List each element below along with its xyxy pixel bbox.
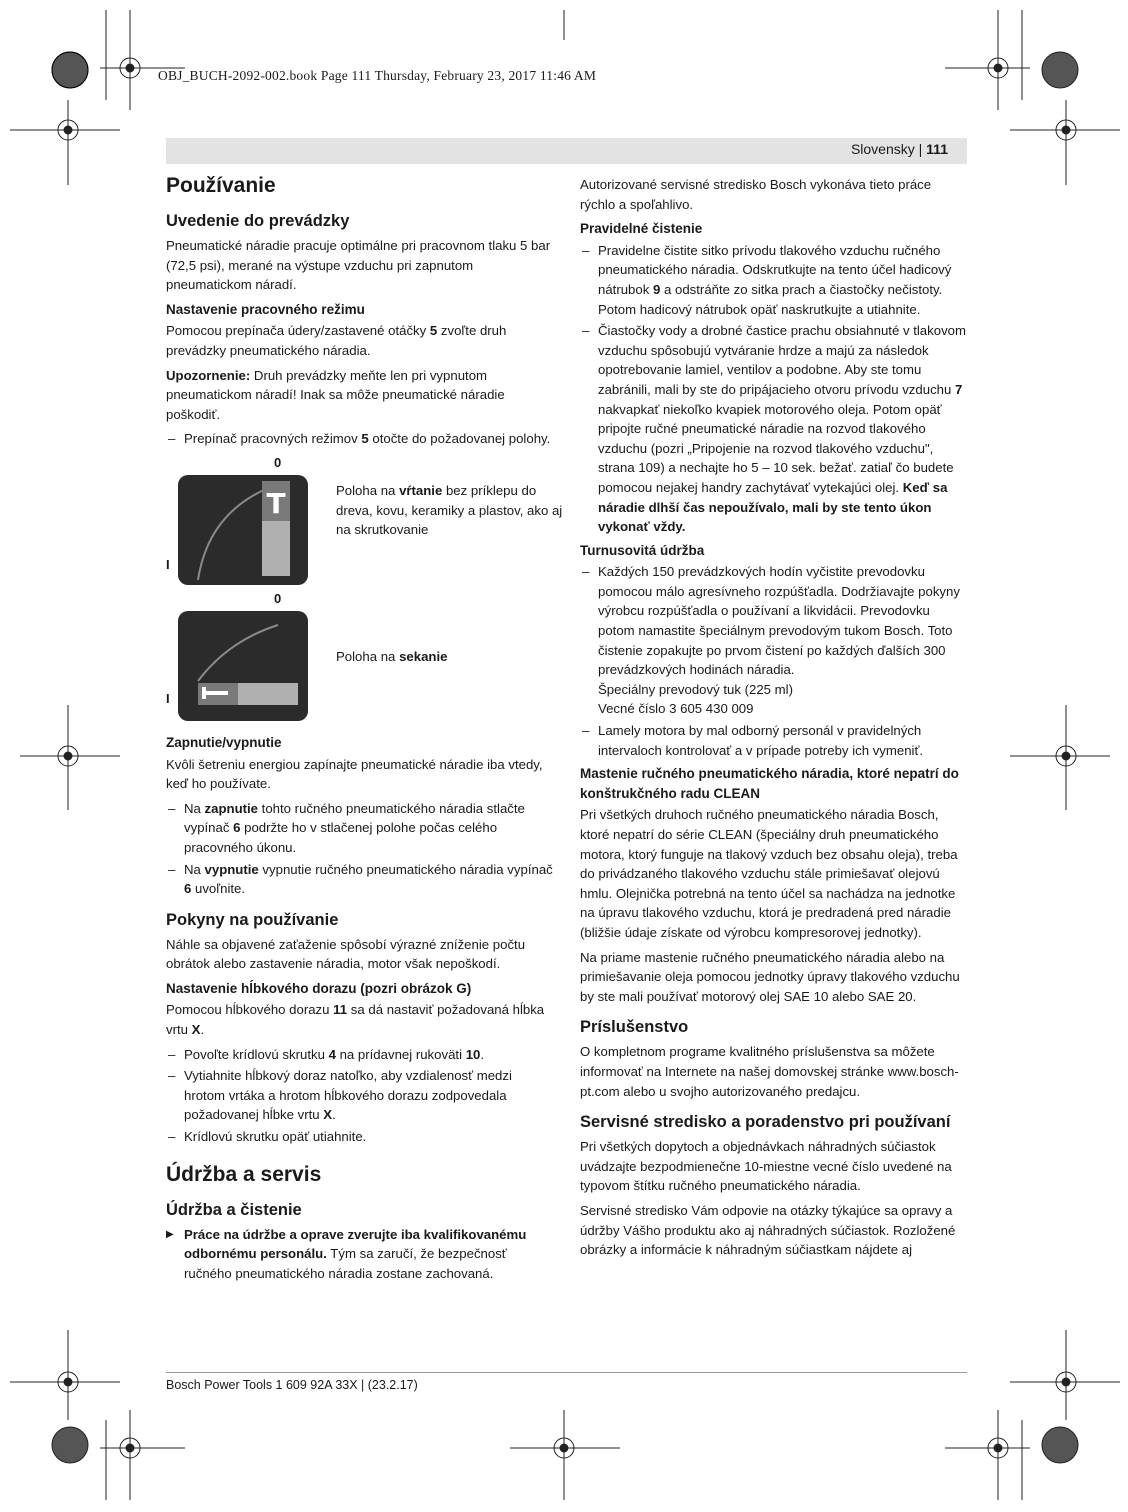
crosshair-icon-right-2 — [1010, 1330, 1120, 1420]
crosshair-icon-left-mid — [20, 705, 120, 810]
crosshair-icon-bottom-mid — [510, 1410, 620, 1500]
list-item: – Každých 150 prevádzkových hodín vyčistite prevodovku pomocou málo agresívneho rozpúšťadla. Dodržiavajte pokyny výrobcu rozpúšťadla o používaní a likvidácii. Prevodovku potom namastite špeciálnym prevodovým tukom Bosch. Toto čistenie zopakujte po prvom čistení po každých ďalších 300 prevádzkových hodinách náradia. Špeciálny prevodový tuk (225 ml) Vecné číslo 3 605 430 009 — [580, 562, 968, 719]
grease-label: Špeciálny prevodový tuk (225 ml) — [598, 681, 793, 697]
list-cleaning — [580, 241, 968, 537]
figure-chiselling — [166, 589, 556, 729]
footer-rule — [166, 1372, 967, 1373]
list-item: – Vytiahnite hĺbkový doraz natoľko, aby vzdialenosť medzi hrotom vrtáka a hrotom hĺbkového dorazu zodpovedala požadovanej hĺbke vrtu X. — [166, 1066, 556, 1125]
heading-onoff: Zapnutie/vypnutie — [166, 734, 282, 750]
heading-regular-cleaning: Pravidelné čistenie — [580, 221, 703, 237]
section-title-usage: Používanie — [166, 174, 276, 197]
figure-drilling-caption: Poloha na vŕtanie bez príklepu do dreva, kovu, keramiky a plastov, ako aj na skrutkovanie — [336, 482, 563, 538]
list-item: – Na vypnutie vypnutie ručného pneumatického náradia vypínač 6 uvoľnite. — [166, 860, 556, 899]
left-column — [166, 172, 563, 1288]
right-column — [580, 175, 968, 1265]
list-onoff — [166, 799, 556, 899]
para-note: Upozornenie: Druh prevádzky meňte len pri vypnutom pneumatickom náradí! Inak sa môže pneumatické náradie poškodiť. — [166, 367, 505, 422]
list-item: – Na zapnutie tohto ručného pneumatického náradia stlačte vypínač 6 podržte ho v stlačenej polohe počas celého pracovného úkonu. — [166, 799, 556, 858]
mode-dial-drilling — [178, 475, 308, 585]
heading-depth: Nastavenie hĺbkového dorazu (pozri obrázok G) — [166, 980, 472, 996]
page-separator: | — [918, 141, 923, 157]
print-header: OBJ_BUCH-2092-002.book Page 111 Thursday, February 23, 2017 11:46 AM — [158, 68, 597, 83]
rosette-icon-top-left — [52, 52, 88, 88]
figure-drilling — [166, 453, 563, 589]
page-footer: Bosch Power Tools 1 609 92A 33X | (23.2.17) — [166, 1378, 418, 1392]
list-item: – Krídlovú skrutku opäť utiahnite. — [166, 1127, 556, 1147]
list-item: – Prepínač pracovných režimov 5 otočte do požadovanej polohy. — [166, 429, 556, 449]
para-service-2: Servisné stredisko Vám odpovie na otázky týkajúce sa opravy a údržby Vášho produktu ako aj náhradných súčiastok. Rozložené obrázky a informácie k náhradným súčiastkam nájdete aj — [580, 1202, 956, 1258]
para-mode: Pomocou prepínača údery/zastavené otáčky 5 zvoľte druh prevádzky pneumatického náradia. — [166, 323, 507, 358]
para-lube-2: Na priame mastenie ručného pneumatického náradia alebo na primiešavanie oleja pomocou jednotky úpravy tlakového vzduchu by ste mali používať motorový olej SAE 10 alebo SAE 20. — [580, 949, 960, 1004]
list-item: – Pravidelne čistite sitko prívodu tlakového vzduchu ručného pneumatického náradia. Odskrutkujte na tento účel hadicový nátrubok 9 a odstráňte zo sitka prach a čiastočky nečistoty. Potom hadicový nátrubok opäť naskrutkujte a utiahnite. — [580, 241, 968, 319]
heading-service: Servisné stredisko a poradenstvo pri používaní — [580, 1113, 951, 1132]
para-depth: Pomocou hĺbkového dorazu 11 sa dá nastaviť požadovaná hĺbka vrtu X. — [166, 1002, 545, 1038]
dial-label-one: I — [166, 690, 170, 706]
dial-label-zero: 0 — [274, 590, 282, 606]
page-header — [851, 141, 948, 157]
heading-accessories: Príslušenstvo — [580, 1018, 689, 1037]
crosshair-icon-top-1 — [100, 10, 185, 110]
dial-label-one: I — [166, 556, 170, 572]
rosette-icon-top-right — [1042, 52, 1078, 88]
drill-mode-icon — [178, 475, 308, 585]
page-number: 111 — [926, 141, 948, 157]
section-title-maintenance: Údržba a servis — [166, 1162, 322, 1186]
para-intro: Autorizované servisné stredisko Bosch vykonáva tieto práce rýchlo a spoľahlivo. — [580, 177, 932, 212]
chisel-mode-icon — [178, 611, 308, 721]
list-mode — [166, 429, 556, 449]
crosshair-icon-bottom-1 — [100, 1410, 185, 1500]
list-item: – Povoľte krídlovú skrutku 4 na prídavnej rukoväti 10. — [166, 1045, 556, 1065]
para-onoff: Kvôli šetreniu energiou zapínajte pneumatické náradie iba vtedy, keď ho používate. — [166, 756, 543, 792]
crosshair-icon-left-1 — [10, 100, 120, 185]
svg-text:T: T — [266, 486, 286, 520]
mode-dial-chiselling — [178, 611, 308, 721]
grease-number: Vecné číslo 3 605 430 009 — [598, 701, 754, 717]
heading-maint-cleaning: Údržba a čistenie — [166, 1200, 302, 1219]
rosette-icon-bottom-right — [1042, 1427, 1078, 1463]
heading-mode: Nastavenie pracovného režimu — [166, 301, 365, 317]
crosshair-icon-right-mid — [1010, 705, 1110, 810]
warning-maintenance: ▶ Práce na údržbe a oprave zverujte iba kvalifikovanému odbornému personálu. Tým sa zaručí, že bezpečnosť ručného pneumatického náradia zostane zachovaná. — [166, 1225, 556, 1284]
para-accessories: O kompletnom programe kvalitného príslušenstva sa môžete informovať na Internete na našej domovskej stránke www.bosch-pt.com alebo u svojho autorizovaného predajcu. — [580, 1044, 959, 1099]
heading-lubrication: Mastenie ručného pneumatického náradia, ktoré nepatrí do konštrukčného radu CLEAN — [580, 766, 959, 801]
list-item: – Lamely motora by mal odborný personál v pravidelných intervaloch kontrolovať a v prípade potreby ich vymeniť. — [580, 721, 968, 760]
para-tips: Náhle sa objavené zaťaženie spôsobí výrazné zníženie počtu obrátok alebo zastavenie náradia, motor však nepoškodí. — [166, 936, 526, 972]
list-item: – Čiastočky vody a drobné častice prachu obsiahnuté v tlakovom vzduchu spôsobujú vytváranie hrdze a majú za následok opotrebovanie lamiel, ventilov a podobne. Aby ste tomu zabránili, mali by ste do pripájacieho otvoru prívodu vzduchu 7 nakvapkať niekoľko kvapiek motorového oleja. Potom opäť pripojte ručné pneumatické náradie na rozvod tlakového vzduchu (pozri „Pripojenie na rozvod tlakového vzduchu", strana 109) a nechajte ho 5 – 10 sek. bežať. zatiaľ čo budete pomocou nejakej handry zachytávať vytekajúci olej. Keď sa náradie dlhší čas nepoužívalo, mali by ste tento úkon vykonať vždy. — [580, 321, 968, 537]
crosshair-icon-right-1 — [1010, 100, 1120, 185]
header-band — [166, 138, 967, 164]
crosshair-icon-bottom-2 — [945, 1410, 1030, 1500]
heading-periodic: Turnusovitá údržba — [580, 542, 705, 558]
heading-commissioning: Uvedenie do prevádzky — [166, 212, 350, 230]
para-lube-1: Pri všetkých druhoch ručného pneumatického náradia Bosch, ktoré nepatrí do série CLEAN (špeciálny druh pneumatického motora, ktorý funguje na tlakový vzduch bez obsahu oleja), treba do privádzaného tlakového vzduchu stále primiešavať olejovú hmlu. Olejnička potrebná na tento účel sa nachádza na jednotke na úpravu tlakového vzduchu, ktorá je predradená pred náradie (bližšie údaje získate od výrobcu kompresorovej jednotky). — [580, 807, 958, 940]
figure-chiselling-caption: Poloha na sekanie — [336, 648, 448, 664]
crosshair-icon-top-2 — [945, 10, 1030, 110]
rosette-icon-bottom-left — [52, 1427, 88, 1463]
heading-tips: Pokyny na používanie — [166, 910, 339, 929]
page-language: Slovensky — [850, 141, 915, 157]
para-service-1: Pri všetkých dopytoch a objednávkach náhradných súčiastok uvádzajte bezpodmienečne 10-miestne vecné číslo uvedené na typovom štítku ručného pneumatického náradia. — [580, 1139, 952, 1194]
crosshair-icon-left-2 — [10, 1330, 120, 1420]
list-depth — [166, 1045, 556, 1147]
list-periodic — [580, 562, 968, 760]
para-commissioning: Pneumatické náradie pracuje optimálne pri pracovnom tlaku 5 bar (72,5 psi), merané na výstupe vzduchu pri zapnutom pneumatickom náradí. — [166, 238, 551, 293]
dial-label-zero: 0 — [274, 454, 282, 470]
